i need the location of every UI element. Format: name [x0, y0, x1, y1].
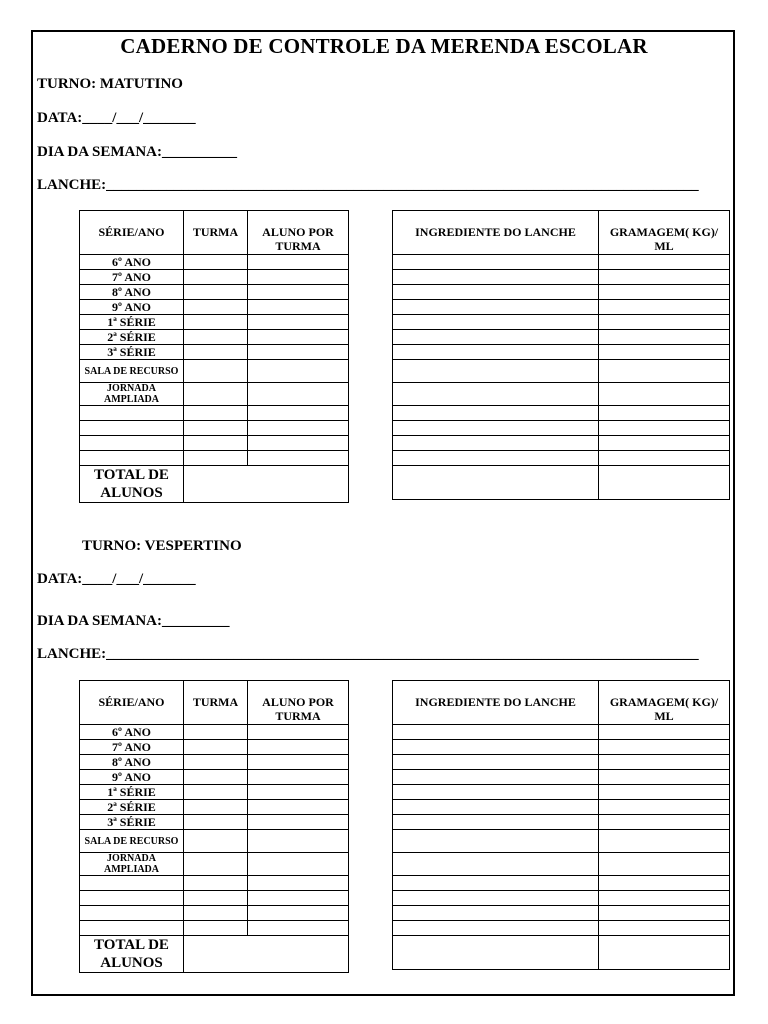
ingrediente-input-cell[interactable]	[393, 436, 599, 451]
aluno-input-cell[interactable]	[248, 725, 349, 740]
serie-label-cell: SALA DE RECURSO	[80, 360, 184, 383]
turma-input-cell[interactable]	[184, 891, 248, 906]
aluno-input-cell[interactable]	[248, 815, 349, 830]
aluno-input-cell[interactable]	[248, 270, 349, 285]
ingrediente-input-cell[interactable]	[393, 891, 599, 906]
ingrediente-input-cell[interactable]	[393, 740, 599, 755]
data-field-matutino[interactable]: DATA:____/___/_______	[37, 110, 196, 126]
aluno-input-cell[interactable]	[248, 770, 349, 785]
serie-label-cell: 9º ANO	[80, 300, 184, 315]
gramagem-input-cell[interactable]	[599, 936, 730, 970]
turma-input-cell[interactable]	[184, 755, 248, 770]
ingrediente-input-cell[interactable]	[393, 270, 599, 285]
turma-input-cell[interactable]	[184, 300, 248, 315]
serie-label-cell: 9º ANO	[80, 770, 184, 785]
gramagem-input-cell[interactable]	[599, 906, 730, 921]
turma-input-cell[interactable]	[184, 436, 248, 451]
gramagem-input-cell[interactable]	[599, 770, 730, 785]
ingrediente-input-cell[interactable]	[393, 755, 599, 770]
gramagem-input-cell[interactable]	[599, 421, 730, 436]
turma-input-cell[interactable]	[184, 270, 248, 285]
ingrediente-table-vespertino	[392, 680, 730, 970]
aluno-input-cell[interactable]	[248, 876, 349, 891]
gramagem-input-cell[interactable]	[599, 740, 730, 755]
ingrediente-input-cell[interactable]	[393, 300, 599, 315]
aluno-input-cell[interactable]	[248, 800, 349, 815]
lanche-field-matutino[interactable]: LANCHE:_______________________________________________________________________________	[37, 177, 699, 193]
serie-ano-header: SÉRIE/ANO	[80, 681, 184, 725]
gramagem-input-cell[interactable]	[599, 451, 730, 466]
aluno-input-cell[interactable]	[248, 383, 349, 406]
turma-header: TURMA	[184, 211, 248, 255]
gramagem-input-cell[interactable]	[599, 725, 730, 740]
serie-label-cell	[80, 436, 184, 451]
total-alunos-input[interactable]	[184, 466, 349, 503]
turma-input-cell[interactable]	[184, 421, 248, 436]
serie-label-cell: 1ª SÉRIE	[80, 315, 184, 330]
turma-input-cell[interactable]	[184, 383, 248, 406]
aluno-input-cell[interactable]	[248, 436, 349, 451]
ingrediente-header: INGREDIENTE DO LANCHE	[393, 211, 599, 255]
ingrediente-input-cell[interactable]	[393, 345, 599, 360]
gramagem-header: GRAMAGEM( KG)/ ML	[599, 681, 730, 725]
aluno-input-cell[interactable]	[248, 406, 349, 421]
total-alunos-input[interactable]	[184, 936, 349, 973]
ingrediente-input-cell[interactable]	[393, 800, 599, 815]
gramagem-input-cell[interactable]	[599, 383, 730, 406]
serie-label-cell	[80, 421, 184, 436]
ingrediente-table-matutino	[392, 210, 730, 500]
gramagem-input-cell[interactable]	[599, 360, 730, 383]
aluno-input-cell[interactable]	[248, 315, 349, 330]
total-alunos-label: TOTAL DE ALUNOS	[80, 466, 184, 503]
ingrediente-input-cell[interactable]	[393, 451, 599, 466]
gramagem-input-cell[interactable]	[599, 830, 730, 853]
ingrediente-input-cell[interactable]	[393, 725, 599, 740]
ingrediente-input-cell[interactable]	[393, 330, 599, 345]
turno-matutino-label: TURNO: MATUTINO	[37, 76, 183, 92]
ingrediente-input-cell[interactable]	[393, 285, 599, 300]
aluno-input-cell[interactable]	[248, 255, 349, 270]
turma-input-cell[interactable]	[184, 785, 248, 800]
gramagem-input-cell[interactable]	[599, 255, 730, 270]
serie-label-cell	[80, 891, 184, 906]
turma-input-cell[interactable]	[184, 451, 248, 466]
turma-input-cell[interactable]	[184, 360, 248, 383]
serie-label-cell: 2ª SÉRIE	[80, 330, 184, 345]
turma-input-cell[interactable]	[184, 876, 248, 891]
gramagem-input-cell[interactable]	[599, 466, 730, 500]
gramagem-input-cell[interactable]	[599, 921, 730, 936]
ingrediente-input-cell[interactable]	[393, 406, 599, 421]
turma-input-cell[interactable]	[184, 853, 248, 876]
turma-input-cell[interactable]	[184, 800, 248, 815]
serie-label-cell: 8º ANO	[80, 285, 184, 300]
ingrediente-input-cell[interactable]	[393, 906, 599, 921]
aluno-input-cell[interactable]	[248, 921, 349, 936]
aluno-input-cell[interactable]	[248, 300, 349, 315]
ingrediente-input-cell[interactable]	[393, 421, 599, 436]
gramagem-input-cell[interactable]	[599, 815, 730, 830]
gramagem-input-cell[interactable]	[599, 315, 730, 330]
serie-label-cell: 3ª SÉRIE	[80, 345, 184, 360]
gramagem-input-cell[interactable]	[599, 330, 730, 345]
serie-label-cell	[80, 876, 184, 891]
serie-table-matutino	[79, 210, 349, 503]
turma-input-cell[interactable]	[184, 725, 248, 740]
serie-label-cell: 6º ANO	[80, 255, 184, 270]
turma-input-cell[interactable]	[184, 345, 248, 360]
ingrediente-input-cell[interactable]	[393, 785, 599, 800]
turma-header: TURMA	[184, 681, 248, 725]
aluno-input-cell[interactable]	[248, 891, 349, 906]
gramagem-input-cell[interactable]	[599, 436, 730, 451]
aluno-input-cell[interactable]	[248, 906, 349, 921]
serie-ano-header: SÉRIE/ANO	[80, 211, 184, 255]
data-field-vespertino[interactable]: DATA:____/___/_______	[37, 571, 196, 587]
turma-input-cell[interactable]	[184, 770, 248, 785]
lanche-field-vespertino[interactable]: LANCHE:_______________________________________________________________________________	[37, 646, 699, 662]
gramagem-input-cell[interactable]	[599, 300, 730, 315]
ingrediente-input-cell[interactable]	[393, 255, 599, 270]
turma-input-cell[interactable]	[184, 255, 248, 270]
aluno-input-cell[interactable]	[248, 345, 349, 360]
turma-input-cell[interactable]	[184, 330, 248, 345]
turma-input-cell[interactable]	[184, 406, 248, 421]
ingrediente-input-cell[interactable]	[393, 830, 599, 853]
gramagem-input-cell[interactable]	[599, 876, 730, 891]
turma-input-cell[interactable]	[184, 906, 248, 921]
serie-label-cell	[80, 406, 184, 421]
ingrediente-input-cell[interactable]	[393, 853, 599, 876]
serie-label-cell: JORNADA AMPLIADA	[80, 853, 184, 876]
dia-semana-field-matutino[interactable]: DIA DA SEMANA:__________	[37, 144, 238, 160]
turma-input-cell[interactable]	[184, 285, 248, 300]
serie-label-cell	[80, 921, 184, 936]
serie-label-cell: 3ª SÉRIE	[80, 815, 184, 830]
aluno-input-cell[interactable]	[248, 740, 349, 755]
ingrediente-input-cell[interactable]	[393, 876, 599, 891]
gramagem-input-cell[interactable]	[599, 406, 730, 421]
serie-label-cell: SALA DE RECURSO	[80, 830, 184, 853]
aluno-input-cell[interactable]	[248, 360, 349, 383]
aluno-input-cell[interactable]	[248, 853, 349, 876]
gramagem-input-cell[interactable]	[599, 891, 730, 906]
aluno-input-cell[interactable]	[248, 330, 349, 345]
aluno-input-cell[interactable]	[248, 830, 349, 853]
serie-label-cell	[80, 451, 184, 466]
serie-label-cell: 7º ANO	[80, 270, 184, 285]
serie-label-cell: 7º ANO	[80, 740, 184, 755]
total-alunos-label: TOTAL DE ALUNOS	[80, 936, 184, 973]
gramagem-header: GRAMAGEM( KG)/ ML	[599, 211, 730, 255]
turma-input-cell[interactable]	[184, 921, 248, 936]
serie-label-cell: 1ª SÉRIE	[80, 785, 184, 800]
aluno-input-cell[interactable]	[248, 785, 349, 800]
turma-input-cell[interactable]	[184, 815, 248, 830]
ingrediente-input-cell[interactable]	[393, 921, 599, 936]
aluno-por-turma-header: ALUNO POR TURMA	[248, 211, 349, 255]
ingrediente-input-cell[interactable]	[393, 936, 599, 970]
turma-input-cell[interactable]	[184, 830, 248, 853]
serie-label-cell: JORNADA AMPLIADA	[80, 383, 184, 406]
aluno-input-cell[interactable]	[248, 451, 349, 466]
dia-semana-field-vespertino[interactable]: DIA DA SEMANA:_________	[37, 613, 230, 629]
gramagem-input-cell[interactable]	[599, 800, 730, 815]
gramagem-input-cell[interactable]	[599, 853, 730, 876]
turno-vespertino-label: TURNO: VESPERTINO	[82, 538, 242, 554]
turma-input-cell[interactable]	[184, 315, 248, 330]
ingrediente-input-cell[interactable]	[393, 383, 599, 406]
ingrediente-input-cell[interactable]	[393, 770, 599, 785]
ingrediente-input-cell[interactable]	[393, 360, 599, 383]
serie-table-vespertino	[79, 680, 349, 973]
aluno-input-cell[interactable]	[248, 285, 349, 300]
serie-label-cell	[80, 906, 184, 921]
gramagem-input-cell[interactable]	[599, 270, 730, 285]
ingrediente-input-cell[interactable]	[393, 466, 599, 500]
gramagem-input-cell[interactable]	[599, 785, 730, 800]
turma-input-cell[interactable]	[184, 740, 248, 755]
page-title: CADERNO DE CONTROLE DA MERENDA ESCOLAR	[120, 34, 648, 58]
gramagem-input-cell[interactable]	[599, 755, 730, 770]
serie-label-cell: 6º ANO	[80, 725, 184, 740]
gramagem-input-cell[interactable]	[599, 345, 730, 360]
ingrediente-header: INGREDIENTE DO LANCHE	[393, 681, 599, 725]
aluno-input-cell[interactable]	[248, 755, 349, 770]
aluno-input-cell[interactable]	[248, 421, 349, 436]
ingrediente-input-cell[interactable]	[393, 315, 599, 330]
serie-label-cell: 2ª SÉRIE	[80, 800, 184, 815]
aluno-por-turma-header: ALUNO POR TURMA	[248, 681, 349, 725]
ingrediente-input-cell[interactable]	[393, 815, 599, 830]
serie-label-cell: 8º ANO	[80, 755, 184, 770]
gramagem-input-cell[interactable]	[599, 285, 730, 300]
